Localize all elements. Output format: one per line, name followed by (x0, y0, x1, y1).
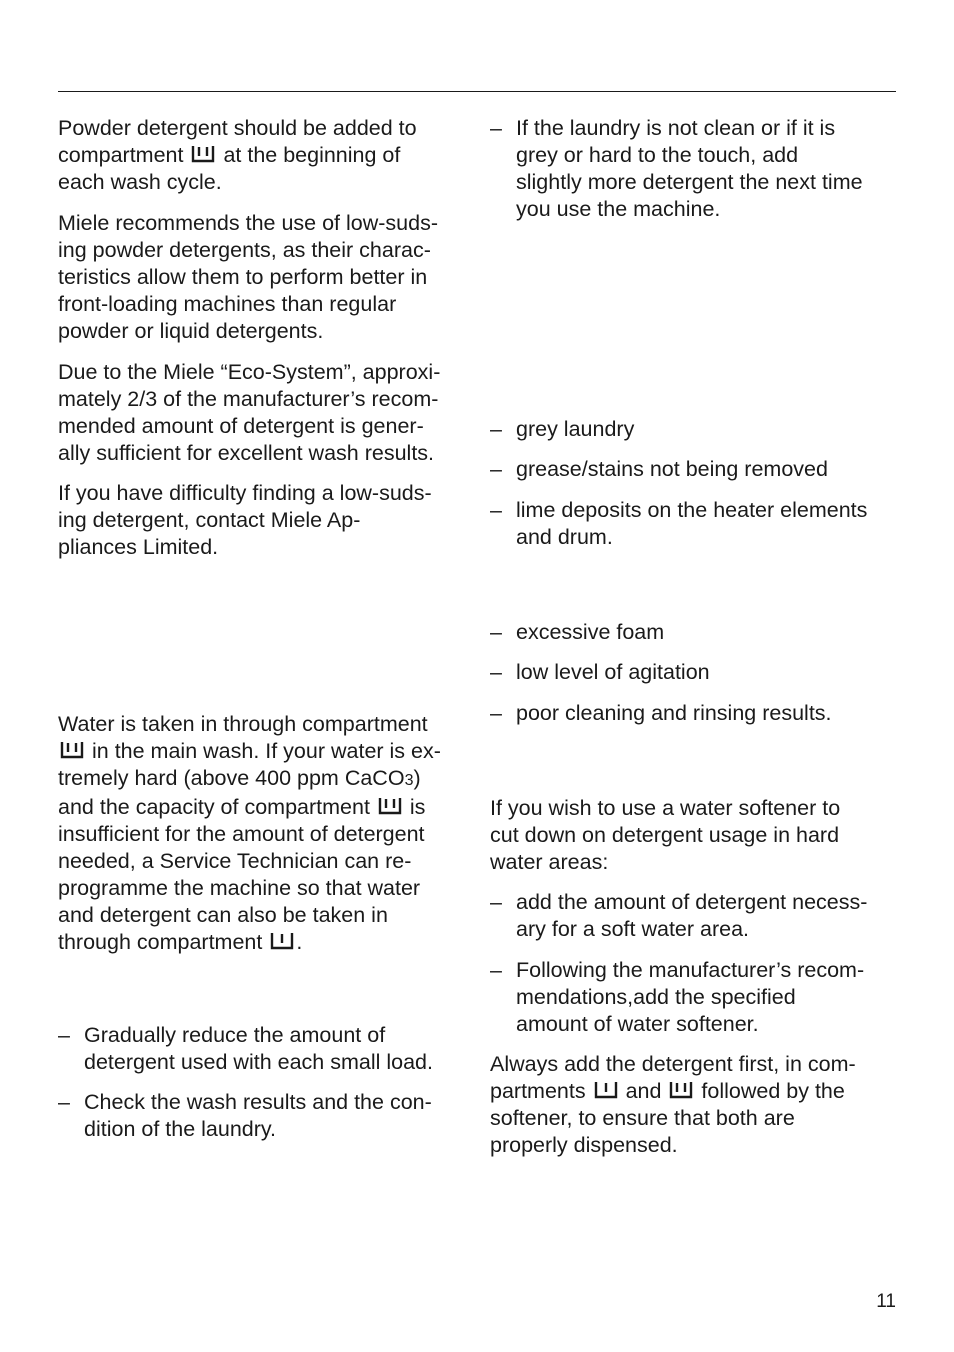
powder-detergent-paragraph: Powder detergent should be added to compartment at the beginning of each wash cycle. (58, 116, 417, 194)
prewash-compartment-icon (594, 1080, 618, 1100)
eco-system-paragraph: Due to the Miele “Eco-System”, approxi- mately 2/3 of the manufacturer’s recom- mended amount of detergent is gener- ally sufficient for excellent wash results. (58, 360, 441, 465)
low-suds-difficulty-paragraph: If you have difficulty finding a low-suds- ing detergent, contact Miele Ap- pliances Limited. (58, 481, 432, 559)
main-wash-compartment-icon (669, 1080, 693, 1100)
water-softener-paragraph: If you wish to use a water softener to cut down on detergent usage in hard water areas: (490, 796, 841, 874)
prewash-compartment-icon (270, 931, 294, 951)
main-wash-compartment-icon (191, 144, 215, 164)
header-rule (58, 91, 896, 92)
detergent-order-paragraph: Always add the detergent first, in com- partments and followed by the softener, to ensure that both are properly dispensed. (490, 1052, 856, 1157)
main-wash-compartment-icon (60, 740, 84, 760)
page-number: 11 (876, 1291, 896, 1312)
low-suds-recommendation-paragraph: Miele recommends the use of low-suds- ing powder detergents, as their charac- teristics allow them to perform better in front-loading machines than regular powder or liquid detergents. (58, 211, 438, 343)
main-wash-compartment-icon (378, 796, 402, 816)
hard-water-paragraph: Water is taken in through compartment in the main wash. If your water is ex- tremely hard (above 400 ppm CaCO3) and the capacity of compartment is insufficient for the amount of detergent needed, a Service Technician can re- programme the machine so that water and detergent can also be taken in through compartment . (58, 712, 441, 954)
